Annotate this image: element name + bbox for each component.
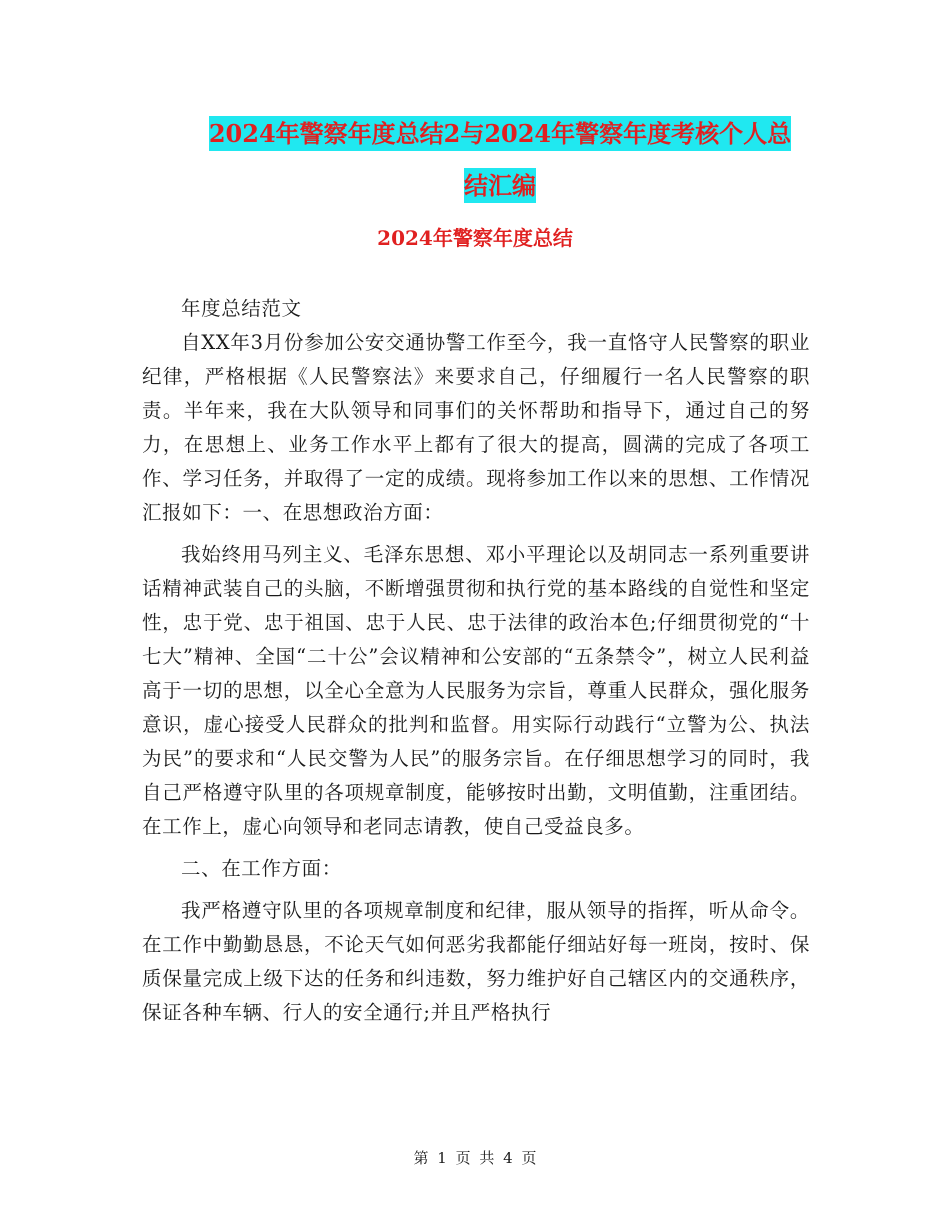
section-title: 2024年警察年度总结 xyxy=(377,226,573,250)
document-title-line2: 结汇编 xyxy=(464,168,536,203)
paragraph: 我严格遵守队里的各项规章制度和纪律，服从领导的指挥，听从命令。在工作中勤勤恳恳，不论天气如何恶劣我都能仔细站好每一班岗，按时、保质保量完成上级下达的任务和纠违数，努力维护好自己辖区内的交通秩序，保证各种车辆、行人的安全通行;并且严格执行 xyxy=(142,899,810,1024)
document-title xyxy=(120,108,880,212)
paragraph-heading: 二、在工作方面： xyxy=(181,857,342,880)
paragraph: 自XX年3月份参加公安交通协警工作至今，我一直恪守人民警察的职业纪律，严格根据《人民警察法》来要求自己，仔细履行一名人民警察的职责。半年来，我在大队领导和同事们的关怀帮助和指导下，通过自己的努力，在思想上、业务工作水平上都有了很大的提高，圆满的完成了各项工作、学习任务，并取得了一定的成绩。现将参加工作以来的思想、工作情况汇报如下：一、在思想政治方面： xyxy=(142,331,810,524)
page-footer: 第 1 页 共 4 页 xyxy=(413,1149,537,1167)
paragraph: 我始终用马列主义、毛泽东思想、邓小平理论以及胡同志一系列重要讲话精神武装自己的头脑，不断增强贯彻和执行党的基本路线的自觉性和坚定性，忠于党、忠于祖国、忠于人民、忠于法律的政治本色;仔细贯彻党的“十七大”精神、全国“二十公”会议精神和公安部的“五条禁令”，树立人民利益高于一切的思想，以全心全意为人民服务为宗旨，尊重人民群众，强化服务意识，虚心接受人民群众的批判和监督。用实际行动践行“立警为公、执法为民”的要求和“人民交警为人民”的服务宗旨。在仔细思想学习的同时，我自己严格遵守队里的各项规章制度，能够按时出勤，文明值勤，注重团结。在工作上，虚心向领导和老同志请教，使自己受益良多。 xyxy=(142,543,810,838)
paragraph-heading: 年度总结范文 xyxy=(181,297,302,320)
document-body xyxy=(142,292,810,1038)
document-title-line1: 2024年警察年度总结2与2024年警察年度考核个人总 xyxy=(209,116,791,151)
